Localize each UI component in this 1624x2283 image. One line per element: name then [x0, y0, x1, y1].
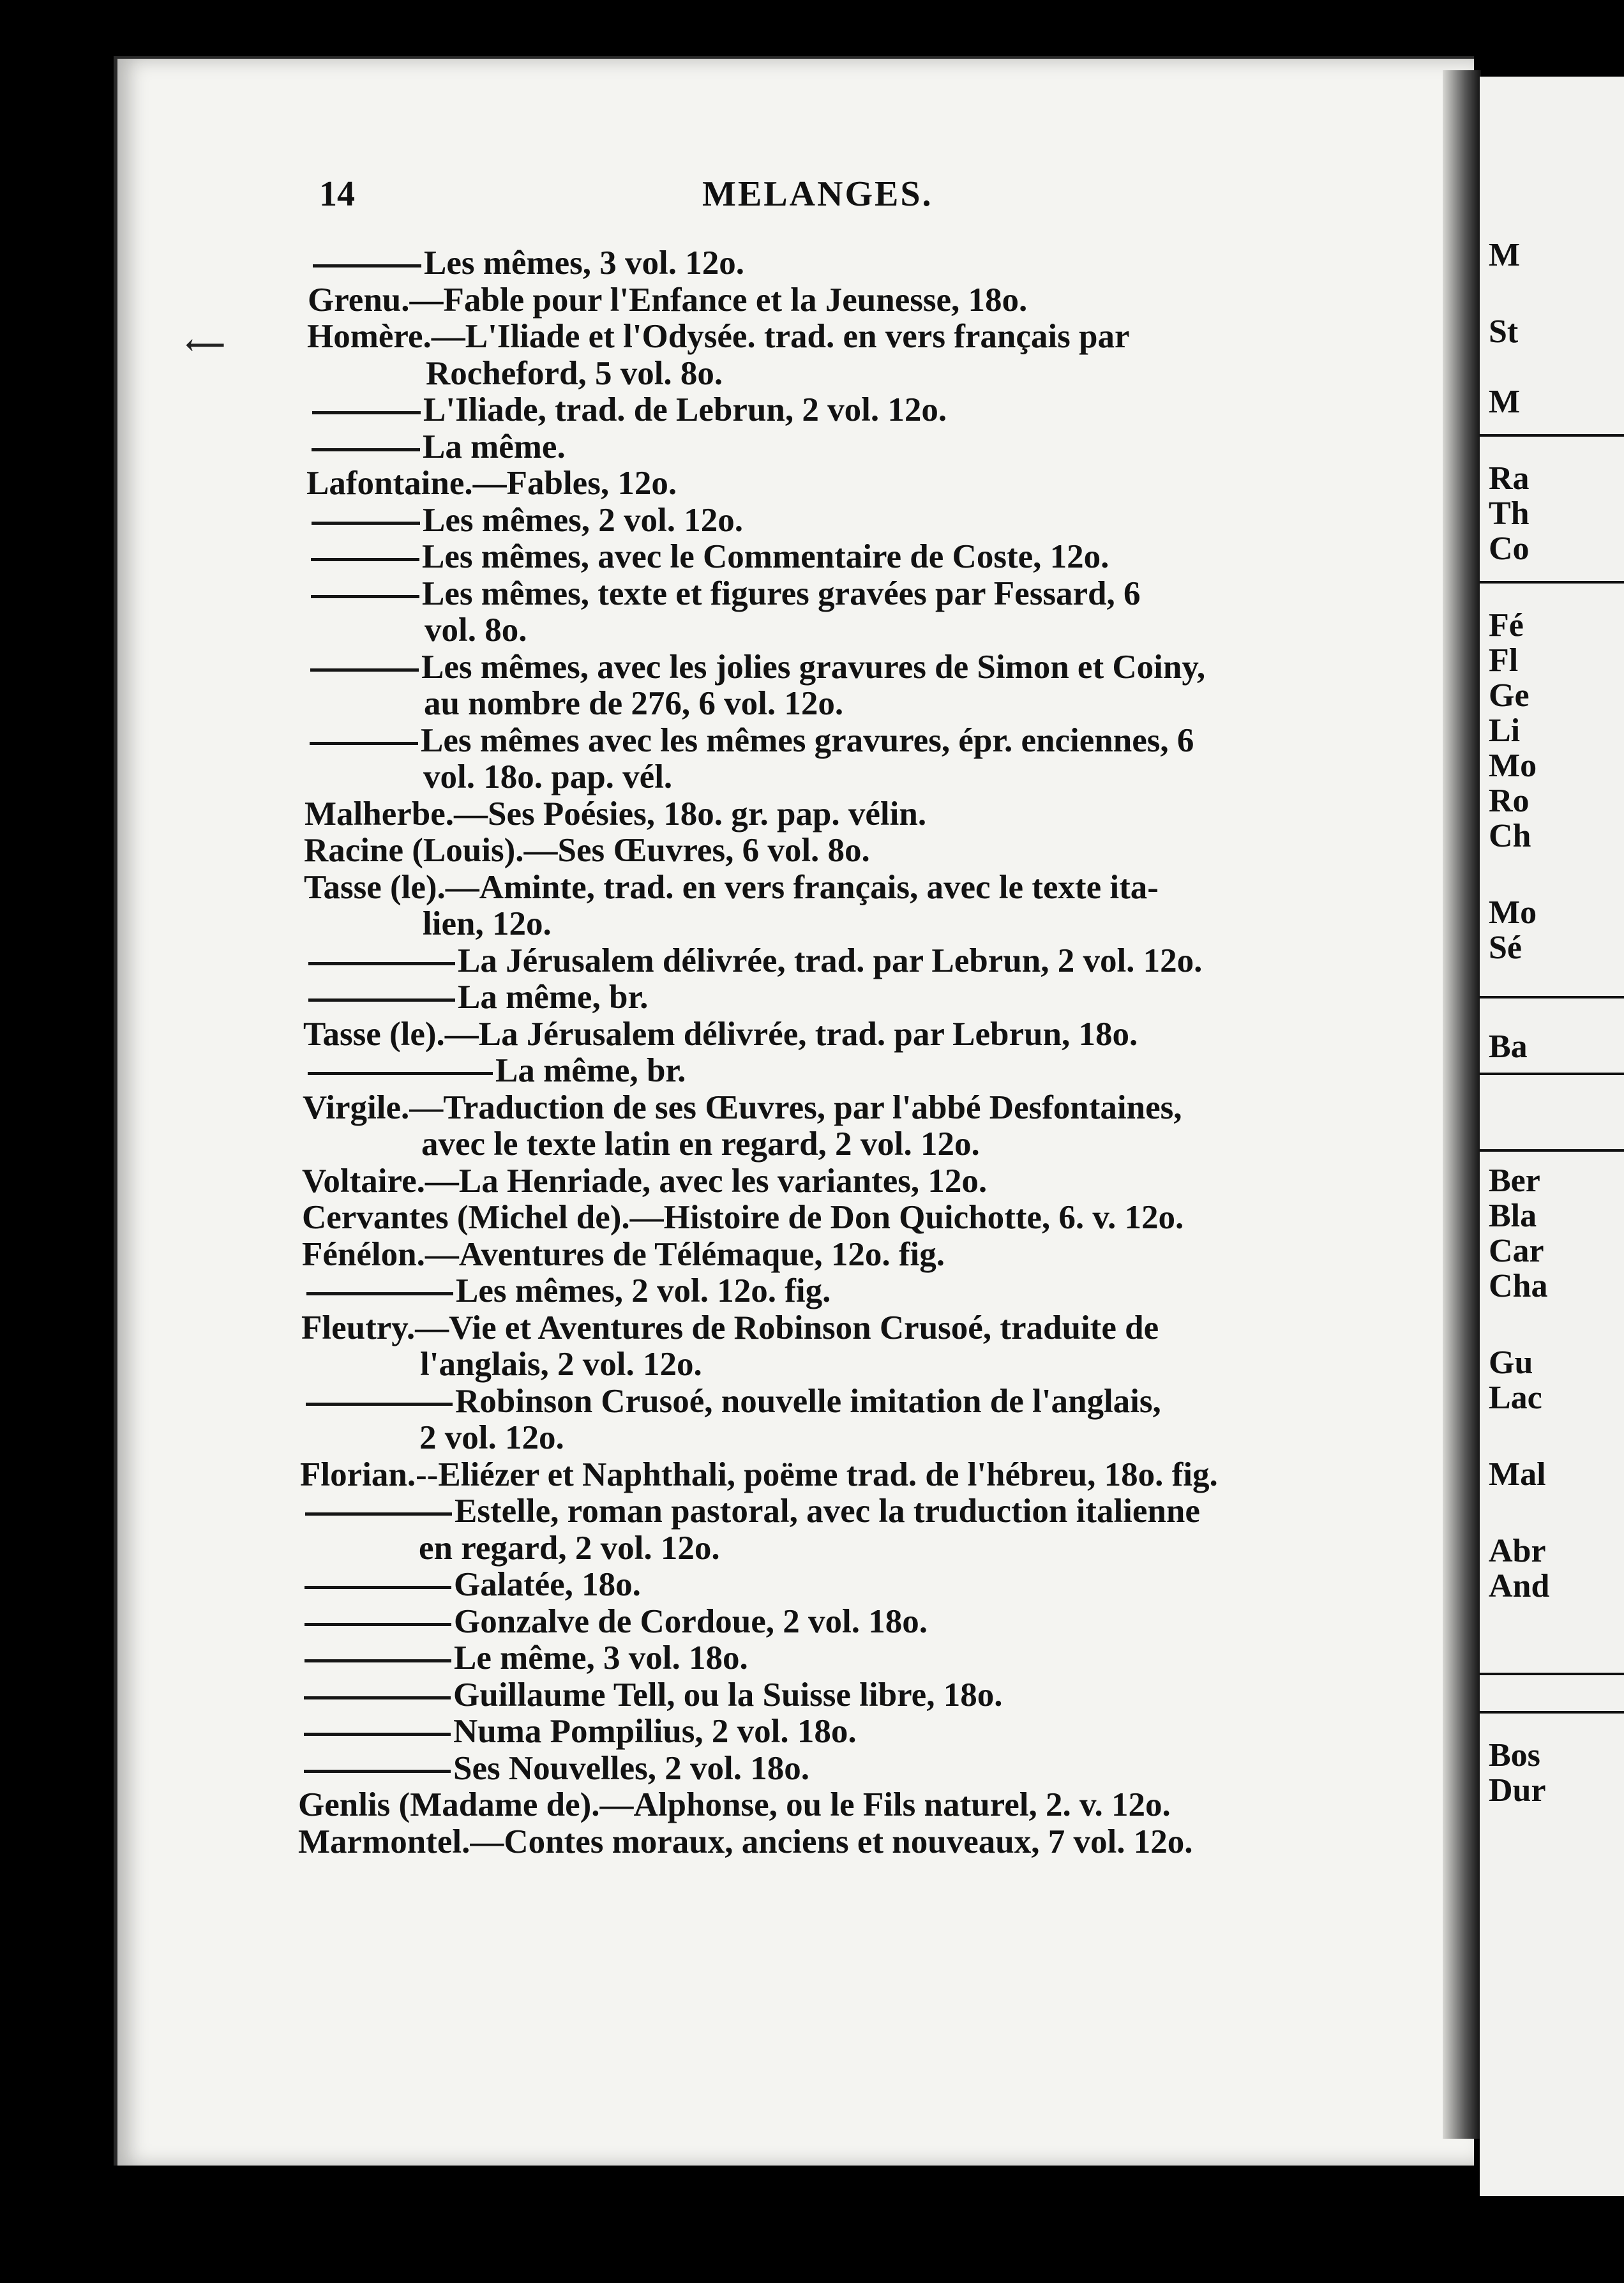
entry-text: Les mêmes, avec le Commentaire de Coste, 12o.: [422, 538, 1109, 575]
facing-page-rule: [1480, 1711, 1624, 1714]
facing-page-fragment: Fl: [1489, 642, 1519, 679]
entry-text: La même.: [423, 428, 566, 465]
entry-text: Les mêmes avec les mêmes gravures, épr. enciennes, 6: [421, 721, 1194, 759]
facing-page-fragment: Mal: [1489, 1456, 1546, 1493]
facing-page-fragment: Sé: [1489, 930, 1522, 966]
facing-page-fragment: St: [1489, 313, 1519, 350]
entry-text: Racine (Louis).—Ses Œuvres, 6 vol. 8o.: [304, 832, 870, 869]
entry-text: Les mêmes, 2 vol. 12o.: [423, 501, 743, 539]
catalogue-entry: [312, 391, 947, 429]
catalogue-entry: [311, 538, 1109, 576]
catalogue-entry: [308, 942, 1202, 980]
running-title: MELANGES.: [702, 174, 933, 214]
catalogue-entry: [306, 1272, 831, 1310]
entry-text: L'Iliade, trad. de Lebrun, 2 vol. 12o.: [423, 391, 947, 428]
entry-text: Tasse (le).—La Jérusalem délivrée, trad. par Lebrun, 18o.: [303, 1015, 1138, 1053]
ditto-dash: [304, 1586, 451, 1589]
catalogue-entry: [302, 1235, 945, 1274]
catalogue-entry: [308, 281, 1027, 319]
facing-page-fragment: Gu: [1489, 1345, 1533, 1381]
page-number: 14: [319, 174, 355, 214]
entry-text: lien, 12o.: [423, 905, 552, 942]
entry-text: Guillaume Tell, ou la Suisse libre, 18o.: [453, 1676, 1003, 1714]
catalogue-entry: [302, 1162, 987, 1200]
facing-page-fragment: Ber: [1489, 1163, 1540, 1199]
facing-page-edge: [1480, 77, 1624, 2196]
ditto-dash: [304, 1733, 451, 1736]
facing-page-fragment: Lac: [1489, 1380, 1542, 1416]
facing-page-fragment: Mo: [1489, 748, 1537, 784]
ditto-dash: [304, 1659, 451, 1662]
catalogue-entry: [304, 1639, 748, 1677]
entry-text: Fénélon.—Aventures de Télémaque, 12o. fig.: [302, 1235, 945, 1273]
ditto-dash: [312, 448, 420, 451]
ditto-dash: [304, 1770, 451, 1773]
catalogue-entry: [304, 795, 926, 833]
facing-page-fragment: Ge: [1489, 677, 1530, 714]
catalogue-entry: [419, 1419, 564, 1457]
catalogue-entry: [304, 868, 1159, 907]
margin-pointer-mark: ⟵: [185, 329, 226, 361]
entry-text: Lafontaine.—Fables, 12o.: [306, 465, 677, 502]
catalogue-entry: [419, 1529, 720, 1567]
page-gutter: [1443, 70, 1481, 2139]
entry-text: Rocheford, 5 vol. 8o.: [426, 354, 723, 392]
catalogue-entry: [308, 1051, 686, 1090]
facing-page-fragment: Bla: [1489, 1198, 1537, 1234]
ditto-dash: [306, 1403, 453, 1406]
entry-text: Les mêmes, avec les jolies gravures de Simon et Coiny,: [421, 648, 1206, 686]
catalogue-entry: [303, 1089, 1182, 1127]
facing-page-fragment: Mo: [1489, 894, 1537, 931]
facing-page-fragment: Ba: [1489, 1028, 1528, 1065]
catalogue-entry: [304, 1712, 857, 1751]
facing-page-fragment: Ra: [1489, 460, 1530, 497]
facing-page-fragment: And: [1489, 1568, 1550, 1604]
ditto-dash: [311, 558, 419, 561]
entry-text: Les mêmes, texte et figures gravées par Fessard, 6: [422, 575, 1141, 612]
ditto-dash: [308, 1072, 493, 1075]
entry-text: Ses Nouvelles, 2 vol. 18o.: [453, 1749, 809, 1787]
catalogue-entry: [304, 1565, 641, 1604]
ditto-dash: [310, 668, 419, 672]
catalogue-entry: [304, 831, 870, 870]
entry-text: Grenu.—Fable pour l'Enfance et la Jeunesse, 18o.: [308, 281, 1028, 319]
entry-text: Florian.--Eliézer et Naphthali, poëme trad. de l'hébreu, 18o. fig.: [300, 1456, 1218, 1493]
catalogue-entry: [298, 1786, 1171, 1824]
ditto-dash: [308, 962, 455, 965]
facing-page-fragment: Abr: [1489, 1533, 1546, 1569]
facing-page-fragment: Dur: [1489, 1772, 1546, 1809]
catalogue-entry: [313, 244, 744, 282]
ditto-dash: [312, 522, 420, 525]
entry-text: Galatée, 18o.: [454, 1566, 641, 1603]
ditto-dash: [305, 1512, 452, 1516]
facing-page-rule: [1480, 434, 1624, 437]
entry-text: La même, br.: [458, 979, 649, 1016]
catalogue-entry: [307, 317, 1130, 356]
ditto-dash: [311, 595, 419, 598]
entry-text: Malherbe.—Ses Poésies, 18o. gr. pap. vélin.: [304, 795, 927, 833]
facing-page-fragment: M: [1489, 237, 1521, 273]
facing-page-rule: [1480, 581, 1624, 584]
catalogue-entry: [421, 1125, 980, 1163]
entry-text: Tasse (le).—Aminte, trad. en vers français, avec le texte ita-: [304, 868, 1159, 906]
facing-page-rule: [1480, 1073, 1624, 1075]
ditto-dash: [304, 1623, 451, 1626]
entry-text: avec le texte latin en regard, 2 vol. 12o.: [421, 1126, 980, 1163]
ditto-dash: [308, 998, 455, 1002]
facing-page-fragment: Bos: [1489, 1737, 1540, 1774]
facing-page-rule: [1480, 1673, 1624, 1675]
facing-page-fragment: Li: [1489, 712, 1521, 749]
catalogue-entry: [310, 648, 1205, 686]
entry-text: Voltaire.—La Henriade, avec les variantes, 12o.: [302, 1162, 988, 1200]
entry-text: Le même, 3 vol. 18o.: [454, 1639, 748, 1676]
catalogue-entry: [423, 905, 552, 943]
facing-page-rule: [1480, 1149, 1624, 1152]
entry-text: Virgile.—Traduction de ses Œuvres, par l'abbé Desfontaines,: [303, 1089, 1182, 1126]
entry-text: Gonzalve de Cordoue, 2 vol. 18o.: [454, 1602, 928, 1640]
facing-page-rule: [1480, 996, 1624, 998]
entry-text: Les mêmes, 3 vol. 12o.: [424, 245, 744, 282]
facing-page-fragment: Fé: [1489, 607, 1524, 644]
catalogue-entry: [298, 1823, 1192, 1861]
ditto-dash: [304, 1696, 451, 1699]
entry-text: Homère.—L'Iliade et l'Odysée. trad. en vers français par: [307, 318, 1130, 355]
catalogue-entry: [306, 464, 677, 502]
catalogue-entry: [303, 1015, 1138, 1053]
entry-text: en regard, 2 vol. 12o.: [419, 1529, 720, 1567]
entry-text: Numa Pompilius, 2 vol. 18o.: [453, 1713, 857, 1750]
catalogue-entry: [304, 1602, 928, 1641]
facing-page-fragment: Car: [1489, 1233, 1544, 1269]
facing-page-fragment: Ch: [1489, 818, 1531, 854]
entry-text: l'anglais, 2 vol. 12o.: [420, 1346, 702, 1383]
entry-text: Les mêmes, 2 vol. 12o. fig.: [456, 1272, 831, 1309]
catalogue-entry: [426, 354, 723, 393]
entry-text: Genlis (Madame de).—Alphonse, ou le Fils naturel, 2. v. 12o.: [298, 1786, 1171, 1823]
entry-text: La Jérusalem délivrée, trad. par Lebrun, 2 vol. 12o.: [458, 942, 1203, 979]
ditto-dash: [306, 1292, 453, 1295]
facing-page-fragment: M: [1489, 384, 1521, 420]
catalogue-entry: [301, 1309, 1159, 1347]
catalogue-entry: [300, 1456, 1218, 1494]
entry-text: Fleutry.—Vie et Aventures de Robinson Crusoé, traduite de: [301, 1309, 1159, 1346]
entry-text: vol. 8o.: [425, 612, 527, 649]
facing-page-fragment: Co: [1489, 531, 1530, 567]
entry-text: vol. 18o. pap. vél.: [423, 758, 673, 795]
entry-text: La même, br.: [495, 1052, 686, 1089]
catalogue-entry: [425, 611, 527, 649]
catalogue-entry: [310, 721, 1194, 760]
catalogue-entry: [312, 428, 566, 466]
catalogue-entry: [311, 575, 1140, 613]
ditto-dash: [313, 264, 421, 267]
catalogue-entry: [304, 1749, 809, 1788]
catalogue-entry: [423, 758, 672, 796]
entry-text: 2 vol. 12o.: [419, 1419, 564, 1456]
catalogue-entry: [424, 684, 843, 723]
catalogue-entry: [304, 1676, 1002, 1714]
catalogue-entry: [312, 501, 743, 539]
entry-text: Marmontel.—Contes moraux, anciens et nouveaux, 7 vol. 12o.: [298, 1823, 1193, 1860]
entry-text: Cervantes (Michel de).—Histoire de Don Quichotte, 6. v. 12o.: [302, 1199, 1184, 1236]
entry-text: Robinson Crusoé, nouvelle imitation de l'anglais,: [455, 1382, 1161, 1420]
catalogue-entry: [305, 1492, 1200, 1530]
catalogue-entry: [306, 1382, 1161, 1420]
catalogue-entry: [308, 978, 648, 1016]
ditto-dash: [310, 742, 418, 745]
entry-text: au nombre de 276, 6 vol. 12o.: [424, 685, 844, 722]
catalogue-entry: [420, 1345, 702, 1383]
facing-page-fragment: Th: [1489, 495, 1530, 532]
facing-page-fragment: Ro: [1489, 783, 1530, 819]
facing-page-fragment: Cha: [1489, 1268, 1548, 1304]
entry-text: Estelle, roman pastoral, avec la truduction italienne: [455, 1493, 1200, 1530]
ditto-dash: [312, 411, 421, 414]
catalogue-entry: [302, 1198, 1184, 1237]
